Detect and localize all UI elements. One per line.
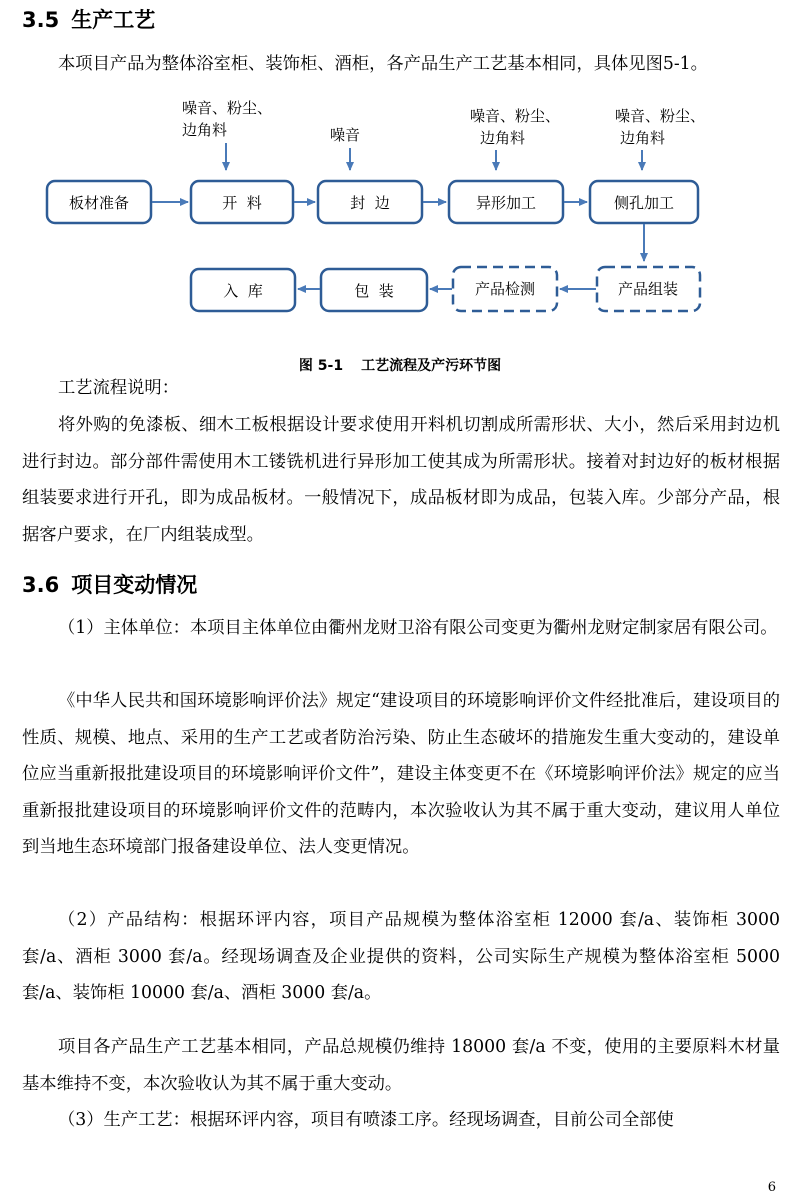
paragraph-production-process: （3）生产工艺：根据环评内容，项目有喷漆工序。经现场调查，目前公司全部使 xyxy=(58,1110,674,1130)
section-number: 3.5 xyxy=(22,8,60,32)
paragraph-eia-law: 《中华人民共和国环境影响评价法》规定“建设项目的环境影响评价文件经批准后，建设项目的性质、规模、地点、采用的生产工艺或者防治污染、防止生态破坏的措施发生重大变动的，建设单位应当重新报批建设项目的环境影响评价文件”，建设主体变更不在《环境影响评价法》规定的应当重新报批建设项目的环境影响评价文件的范畴内，本次验收认为其不属于重大变动，建议用人单位到当地生态环境部门报备建设单位、法人变更情况。 xyxy=(22,691,780,857)
step-label-inspect: 产品检测 xyxy=(474,280,536,298)
step-label-side: 侧孔加工 xyxy=(613,194,675,212)
step-label-prepare: 板材准备 xyxy=(68,194,130,212)
input-cut-line2: 边角料 xyxy=(182,121,228,139)
input-cut-line1: 噪音、粉尘、 xyxy=(182,99,273,117)
page-number: 6 xyxy=(767,1180,776,1195)
process-description-paragraph: 将外购的免漆板、细木工板根据设计要求使用开料机切割成所需形状、大小，然后采用封边机进行封边。部分部件需使用木工镂铣机进行异形加工使其成为所需形状。接着对封边好的板材根据组装要求进行开孔，即为成品板材。一般情况下，成品板材即为成品，包装入库。少部分产品，根据客户要求，在厂内组装成型。 xyxy=(22,415,780,545)
input-side-line1: 噪音、粉尘、 xyxy=(615,107,706,125)
paragraph-product-scale: 项目各产品生产工艺基本相同，产品总规模仍维持 18000 套/a 不变，使用的主要原料木材量基本维持不变，本次验收认为其不属于重大变动。 xyxy=(22,1037,780,1094)
step-label-cut: 开 料 xyxy=(222,194,262,212)
input-shape-line1: 噪音、粉尘、 xyxy=(470,107,561,125)
section-heading-3-5 xyxy=(22,6,155,34)
process-flow-diagram xyxy=(0,88,800,348)
figure-number: 图 5-1 xyxy=(298,358,344,374)
input-edge-line1: 噪音 xyxy=(330,126,361,144)
section-heading-3-6 xyxy=(22,571,197,599)
step-label-assemble: 产品组装 xyxy=(617,280,679,298)
input-side-line2: 边角料 xyxy=(620,129,666,147)
paragraph-product-structure: （2）产品结构：根据环评内容，项目产品规模为整体浴室柜 12000 套/a、装饰柜 3000 套/a、酒柜 3000 套/a。经现场调查及企业提供的资料，公司实际生产规模为整体浴室柜 5000 套/a、装饰柜 10000 套/a、酒柜 3000 套/a。 xyxy=(22,910,780,1003)
section-number: 3.6 xyxy=(22,573,60,597)
intro-paragraph: 本项目产品为整体浴室柜、装饰柜、酒柜，各产品生产工艺基本相同，具体见图5-1。 xyxy=(58,54,708,74)
step-label-pack: 包 装 xyxy=(354,282,394,300)
section-title: 项目变动情况 xyxy=(71,573,198,597)
step-label-edge: 封 边 xyxy=(350,194,390,212)
step-label-shape: 异形加工 xyxy=(475,194,537,212)
section-title: 生产工艺 xyxy=(71,8,156,32)
paragraph-main-unit: （1）主体单位：本项目主体单位由衢州龙财卫浴有限公司变更为衢州龙财定制家居有限公司。 xyxy=(58,618,778,638)
input-shape-line2: 边角料 xyxy=(480,129,526,147)
step-label-store: 入 库 xyxy=(223,282,263,300)
figure-title: 工艺流程及产污环节图 xyxy=(361,358,502,374)
process-description-title: 工艺流程说明： xyxy=(58,378,179,398)
